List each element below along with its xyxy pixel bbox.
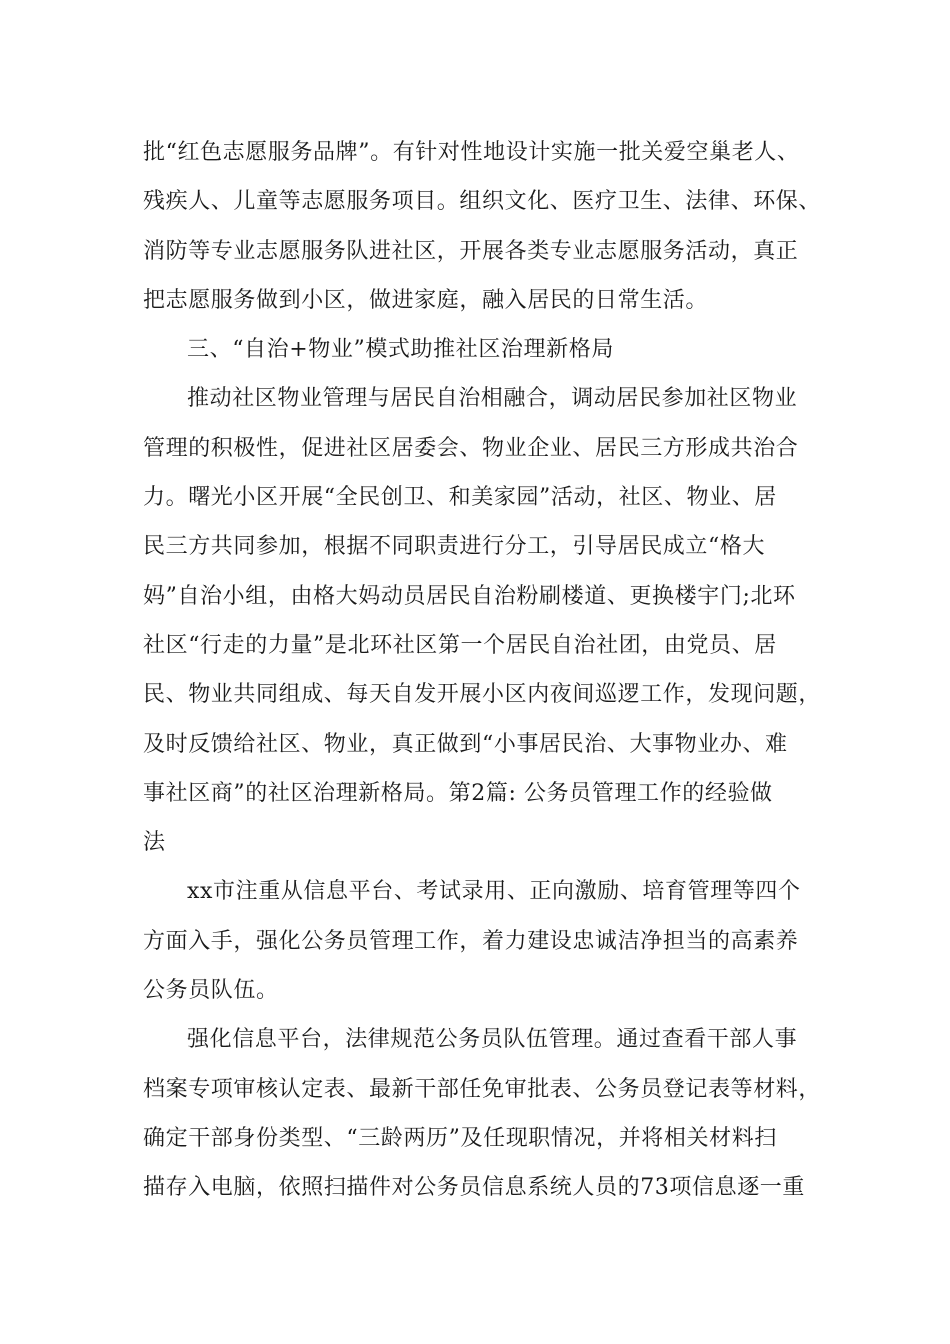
text-line: 强化信息平台，法律规范公务员队伍管理。通过查看干部人事 — [187, 1027, 798, 1053]
text-line: 民、物业共同组成、每天自发开展小区内夜间巡逻工作，发现问题， — [143, 682, 822, 708]
text-line: 妈”自治小组，由格大妈动员居民自治粉刷楼道、更换楼宇门;北环 — [143, 583, 796, 609]
text-line: 社区“行走的力量”是北环社区第一个居民自治社团，由党员、居 — [143, 632, 777, 658]
text-line: 档案专项审核认定表、最新干部任免审批表、公务员登记表等材料， — [143, 1076, 822, 1102]
text-line: 批“红色志愿服务品牌”。有针对性地设计实施一批关爱空巢老人、 — [143, 140, 800, 165]
text-line: 力。曙光小区开展“全民创卫、和美家园”活动，社区、物业、居 — [143, 485, 777, 511]
text-line: 及时反馈给社区、物业，真正做到“小事居民治、大事物业办、难 — [143, 731, 788, 757]
text-line: 方面入手，强化公务员管理工作，着力建设忠诚洁净担当的高素养 — [143, 928, 799, 954]
document-body — [143, 128, 833, 1213]
text-line: xx市注重从信息平台、考试录用、正向激励、培育管理等四个 — [187, 879, 801, 905]
text-line: 描存入电脑，依照扫描件对公务员信息系统人员的73项信息逐一重 — [143, 1175, 805, 1201]
text-line: 把志愿服务做到小区，做进家庭，融入居民的日常生活。 — [143, 287, 709, 313]
text-line: 法 — [143, 830, 166, 856]
text-line: 残疾人、儿童等志愿服务项目。组织文化、医疗卫生、法律、环保、 — [143, 189, 822, 215]
text-line: 消防等专业志愿服务队进社区，开展各类专业志愿服务活动，真正 — [143, 238, 799, 264]
text-line: 确定干部身份类型、“三龄两历”及任现职情况，并将相关材料扫 — [143, 1125, 777, 1151]
text-line: 管理的积极性，促进社区居委会、物业企业、居民三方形成共治合 — [143, 435, 799, 461]
text-line: 公务员队伍。 — [143, 978, 279, 1004]
text-line: 事社区商”的社区治理新格局。第2篇: 公务员管理工作的经验做 — [143, 780, 773, 806]
section-heading: 三、“自治+物业”模式助推社区治理新格局 — [187, 337, 614, 363]
text-line: 推动社区物业管理与居民自治相融合，调动居民参加社区物业 — [187, 386, 798, 412]
text-line: 民三方共同参加，根据不同职责进行分工，引导居民成立“格大 — [143, 534, 766, 560]
